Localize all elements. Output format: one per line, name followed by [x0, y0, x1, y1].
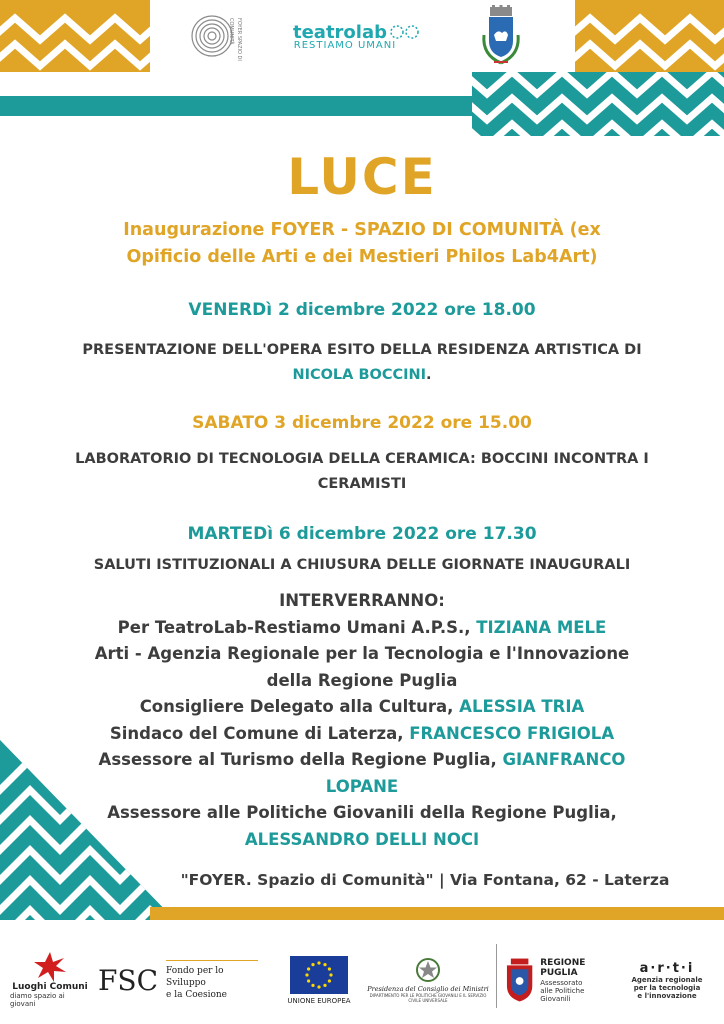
event-subtitle [0, 217, 724, 271]
puglia-title-2: PUGLIA [540, 967, 578, 978]
comune-coat-of-arms [476, 4, 526, 68]
speaker-4-role: Sindaco del Comune di Laterza, [109, 723, 410, 743]
subtitle-line-2: Opificio delle Arti e dei Mestieri Philos Lab4Art) [126, 247, 598, 267]
event-1-date: VENERDì 2 dicembre 2022 ore 18.00 [188, 300, 536, 320]
speaker-5-name-2: LOPANE [325, 776, 399, 796]
arti-sub-1: Agenzia regionale [631, 975, 703, 984]
speaker-6-name: ALESSANDRO DELLI NOCI [244, 829, 480, 849]
speaker-6-role: Assessore alle Politiche Giovanili della Regione Puglia, [107, 803, 617, 822]
chevron-pattern-left [0, 0, 150, 72]
speaker-2-line-2: della Regione Puglia [266, 670, 458, 690]
venue-address: "FOYER. Spazio di Comunità" | Via Fontana, 62 - Laterza [180, 871, 670, 889]
speaker-1-role: Per TeatroLab-Restiamo Umani A.P.S., [117, 617, 477, 637]
arti-logo [622, 950, 712, 1010]
bottom-left-decor [0, 740, 175, 920]
teatrolab-logo-sub: RESTIAMO UMANI [293, 39, 397, 51]
arti-sub-2: per la tecnologia [633, 983, 701, 992]
foyer-logo-text: FOYER SPAZIO DI COMUNITÀ [228, 18, 242, 61]
puglia-title-1: REGIONE [540, 957, 586, 968]
event-3-date: MARTEDì 6 dicembre 2022 ore 17.30 [187, 524, 537, 544]
top-right-decor [575, 0, 724, 72]
presidenza-dept: DIPARTIMENTO PER LE POLITICHE GIOVANILI E IL SERVIZIO CIVILE UNIVERSALE [369, 993, 487, 1003]
speaker-3-role: Consigliere Delegato alla Cultura, [139, 697, 460, 716]
teal-chevron-decor [472, 72, 724, 136]
italian-emblem-icon [416, 957, 440, 983]
star-burst-icon [34, 952, 66, 982]
top-left-decor [0, 0, 150, 72]
event-3-description: SALUTI ISTITUZIONALI A CHIUSURA DELLE GIORNATE INAUGURALI [93, 557, 631, 573]
puglia-shield-icon [505, 958, 534, 1002]
presidenza-logo [364, 950, 492, 1010]
chevron-pattern-right [575, 0, 724, 72]
presidenza-title: Presidenza del Consiglio dei Ministri [367, 985, 489, 993]
luoghi-comuni-sub: diamo spazio ai giovani [10, 992, 65, 1008]
event-1-artist: NICOLA BOCCINI [292, 367, 427, 383]
event-1-description [0, 338, 724, 388]
speaker-1-name: TIZIANA MELE [476, 617, 607, 637]
infinity-icon [387, 24, 427, 40]
fsc-text-2: e la Coesione [166, 989, 228, 1000]
arti-sub-3: e l'innovazione [637, 991, 697, 1000]
event-1-desc-line: PRESENTAZIONE DELL'OPERA ESITO DELLA RESIDENZA ARTISTICA DI [82, 342, 642, 358]
bottom-gold-band [150, 907, 724, 920]
speaker-5-role: Assessore al Turismo della Regione Puglia, [98, 750, 503, 769]
event-1-desc-end: . [426, 367, 432, 383]
speaker-2-line-1: Arti - Agenzia Regionale per la Tecnologia e l'Innovazione [94, 644, 630, 663]
subtitle-line-1: Inaugurazione FOYER - SPAZIO DI COMUNITÀ (ex [123, 220, 601, 240]
chevron-pattern-bottom-left [0, 740, 175, 920]
arti-title: a·r·t·i [639, 960, 695, 976]
teatrolab-logo [285, 4, 435, 68]
regione-puglia-logo [505, 950, 615, 1010]
chevron-pattern-teal [472, 72, 724, 136]
coat-of-arms-icon [480, 5, 522, 67]
event-2-desc-line-2: CERAMISTI [317, 476, 407, 492]
speakers-heading: INTERVERRANNO: [279, 591, 445, 610]
event-2-description [0, 447, 724, 497]
puglia-sub-1: Assessorato [540, 978, 583, 987]
fsc-text-1: Fondo per lo Sviluppo [166, 965, 224, 988]
speaker-4-name: FRANCESCO FRIGIOLA [409, 723, 615, 743]
luoghi-comuni-title: Luoghi Comuni [12, 982, 88, 992]
puglia-sub-2: alle Politiche Giovanili [540, 986, 585, 1003]
speaker-3-name: ALESSIA TRIA [459, 697, 585, 716]
speaker-5-name-1: GIANFRANCO [502, 750, 626, 769]
eu-flag-icon [290, 956, 348, 994]
event-title: LUCE [287, 148, 437, 206]
event-2-desc-line-1: LABORATORIO DI TECNOLOGIA DELLA CERAMICA: BOCCINI INCONTRA I [75, 451, 649, 467]
eu-label: UNIONE EUROPEA [287, 996, 351, 1005]
fsc-logo-text: FSC [98, 963, 159, 997]
luoghi-comuni-logo [10, 950, 90, 1010]
eu-logo [286, 950, 352, 1010]
footer-divider [496, 944, 497, 1008]
fsc-logo [98, 950, 258, 1010]
teatrolab-logo-main: teatrolab [292, 21, 387, 43]
event-2-date: SABATO 3 dicembre 2022 ore 15.00 [192, 413, 532, 433]
foyer-logo [185, 4, 245, 68]
